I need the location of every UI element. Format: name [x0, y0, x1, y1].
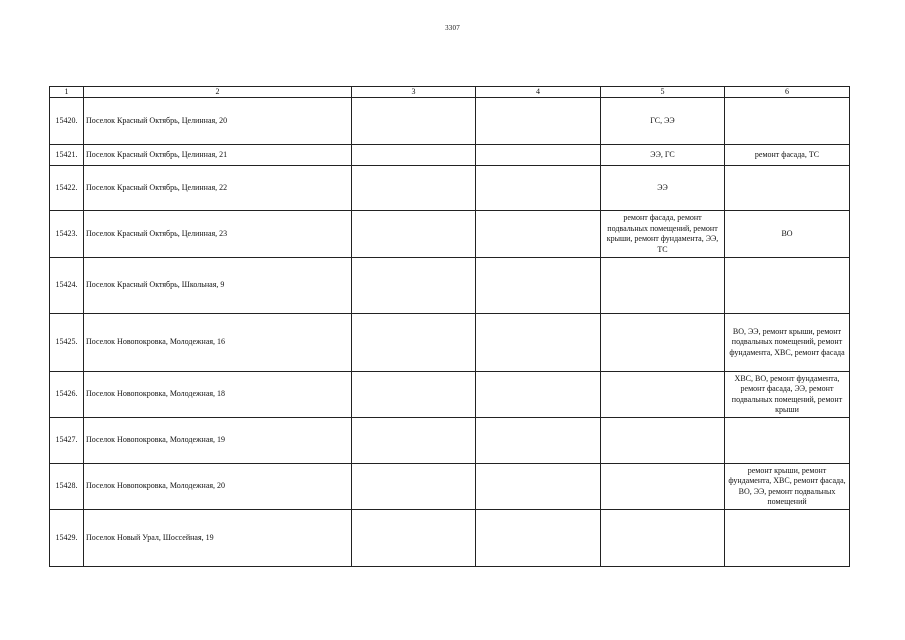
- table-row: [50, 464, 850, 510]
- row-number-cell: 15425.: [50, 314, 84, 372]
- address-cell: Поселок Красный Октябрь, Школьная, 9: [84, 258, 352, 314]
- table-row: [50, 372, 850, 418]
- column-3-cell: [352, 258, 476, 314]
- column-6-cell: [725, 166, 850, 211]
- column-header-4: 4: [476, 87, 601, 98]
- column-6-cell: ВО, ЭЭ, ремонт крыши, ремонт подвальных помещений, ремонт фундамента, ХВС, ремонт фасада: [725, 314, 850, 372]
- table-row: [50, 98, 850, 145]
- table-row: [50, 166, 850, 211]
- column-5-cell: ЭЭ, ГС: [601, 145, 725, 166]
- column-4-cell: [476, 211, 601, 258]
- column-3-cell: [352, 314, 476, 372]
- registry-table: [49, 86, 850, 567]
- column-4-cell: [476, 464, 601, 510]
- column-5-cell: ЭЭ: [601, 166, 725, 211]
- address-cell: Поселок Новопокровка, Молодежная, 19: [84, 418, 352, 464]
- column-5-cell: [601, 464, 725, 510]
- table-row: [50, 145, 850, 166]
- table-row: [50, 510, 850, 567]
- column-5-cell: [601, 418, 725, 464]
- column-6-cell: [725, 258, 850, 314]
- address-cell: Поселок Новый Урал, Шоссейная, 19: [84, 510, 352, 567]
- row-number-cell: 15423.: [50, 211, 84, 258]
- page-number: 3307: [445, 24, 460, 32]
- address-cell: Поселок Красный Октябрь, Целинная, 23: [84, 211, 352, 258]
- column-6-cell: ВО: [725, 211, 850, 258]
- column-5-cell: ремонт фасада, ремонт подвальных помещений, ремонт крыши, ремонт фундамента, ЭЭ, ТС: [601, 211, 725, 258]
- column-3-cell: [352, 98, 476, 145]
- table-row: [50, 418, 850, 464]
- row-number-cell: 15428.: [50, 464, 84, 510]
- column-5-cell: [601, 372, 725, 418]
- row-number-cell: 15421.: [50, 145, 84, 166]
- column-4-cell: [476, 418, 601, 464]
- column-3-cell: [352, 464, 476, 510]
- address-cell: Поселок Красный Октябрь, Целинная, 21: [84, 145, 352, 166]
- row-number-cell: 15427.: [50, 418, 84, 464]
- header-row: [50, 87, 850, 98]
- column-4-cell: [476, 98, 601, 145]
- address-cell: Поселок Красный Октябрь, Целинная, 22: [84, 166, 352, 211]
- table-row: [50, 314, 850, 372]
- column-header-6: 6: [725, 87, 850, 98]
- table-row: [50, 258, 850, 314]
- column-header-2: 2: [84, 87, 352, 98]
- column-4-cell: [476, 166, 601, 211]
- column-header-1: 1: [50, 87, 84, 98]
- column-5-cell: [601, 314, 725, 372]
- column-header-5: 5: [601, 87, 725, 98]
- column-3-cell: [352, 166, 476, 211]
- column-6-cell: ХВС, ВО, ремонт фундамента, ремонт фасада, ЭЭ, ремонт подвальных помещений, ремонт крыши: [725, 372, 850, 418]
- column-6-cell: [725, 510, 850, 567]
- column-3-cell: [352, 211, 476, 258]
- column-3-cell: [352, 145, 476, 166]
- address-cell: Поселок Новопокровка, Молодежная, 20: [84, 464, 352, 510]
- row-number-cell: 15422.: [50, 166, 84, 211]
- row-number-cell: 15429.: [50, 510, 84, 567]
- row-number-cell: 15424.: [50, 258, 84, 314]
- address-cell: Поселок Новопокровка, Молодежная, 18: [84, 372, 352, 418]
- column-5-cell: [601, 510, 725, 567]
- column-4-cell: [476, 258, 601, 314]
- column-5-cell: ГС, ЭЭ: [601, 98, 725, 145]
- column-4-cell: [476, 372, 601, 418]
- column-5-cell: [601, 258, 725, 314]
- column-4-cell: [476, 145, 601, 166]
- column-6-cell: ремонт фасада, ТС: [725, 145, 850, 166]
- row-number-cell: 15420.: [50, 98, 84, 145]
- column-6-cell: ремонт крыши, ремонт фундамента, ХВС, ремонт фасада, ВО, ЭЭ, ремонт подвальных помещений: [725, 464, 850, 510]
- column-3-cell: [352, 418, 476, 464]
- table-row: [50, 211, 850, 258]
- column-3-cell: [352, 510, 476, 567]
- column-6-cell: [725, 418, 850, 464]
- address-cell: Поселок Новопокровка, Молодежная, 16: [84, 314, 352, 372]
- column-4-cell: [476, 510, 601, 567]
- column-4-cell: [476, 314, 601, 372]
- row-number-cell: 15426.: [50, 372, 84, 418]
- address-cell: Поселок Красный Октябрь, Целинная, 20: [84, 98, 352, 145]
- column-6-cell: [725, 98, 850, 145]
- column-header-3: 3: [352, 87, 476, 98]
- column-3-cell: [352, 372, 476, 418]
